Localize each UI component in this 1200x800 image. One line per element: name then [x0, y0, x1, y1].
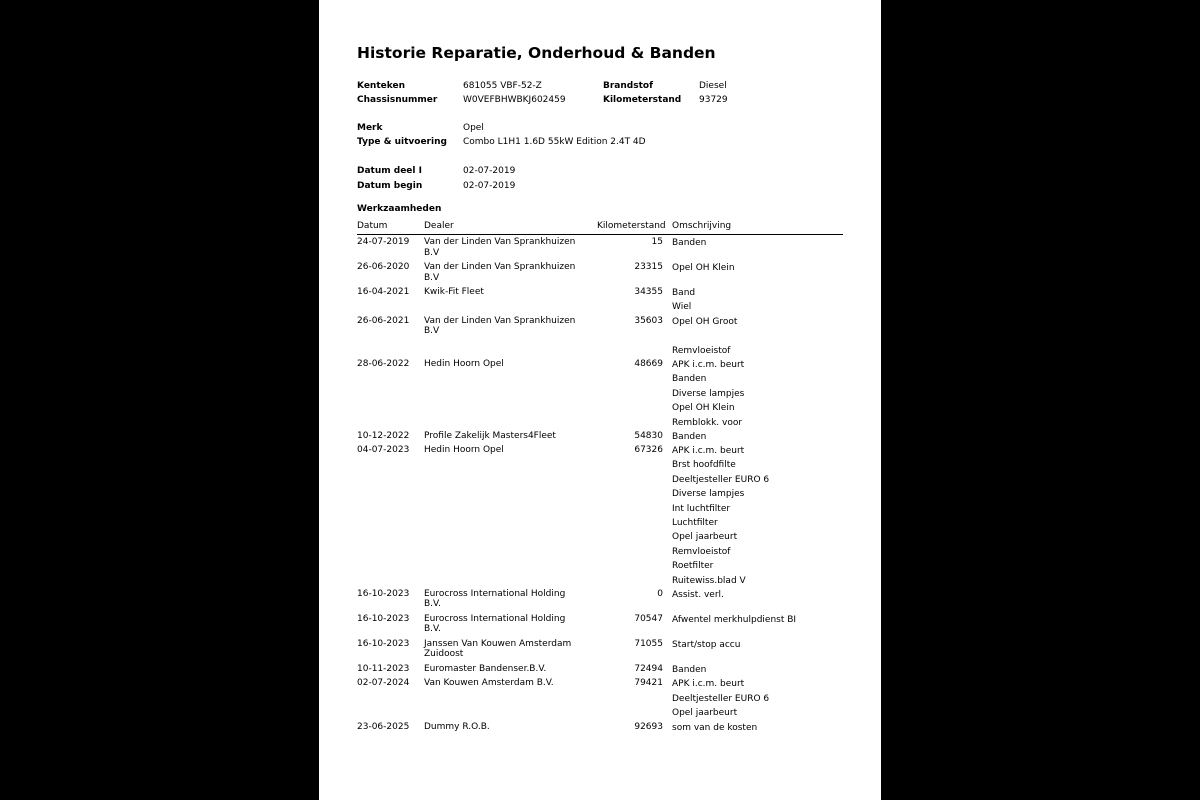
- row-kilometerstand: 72494: [634, 663, 663, 674]
- row-kilometerstand: 67326: [634, 444, 663, 455]
- omschrijving-item: Deeltjesteller EURO 6: [672, 693, 770, 704]
- omschrijving-item: Opel jaarbeurt: [672, 708, 738, 719]
- table-row: [357, 664, 843, 679]
- werkzaamheden-table: [357, 221, 843, 747]
- datum-deel-value: 02-07-2019: [463, 166, 516, 176]
- row-kilometerstand: 71055: [634, 638, 663, 649]
- row-dealer: Eurocross International Holding B.V.: [424, 588, 566, 610]
- type-label: Type & uitvoering: [357, 137, 447, 147]
- row-date: 16-04-2021: [357, 287, 410, 297]
- omschrijving-item: Assist. verl.: [672, 589, 724, 600]
- omschrijving-item: Remvloeistof: [672, 345, 731, 356]
- row-date: 26-06-2020: [357, 262, 410, 272]
- omschrijving-item: Diverse lampjes: [672, 489, 745, 500]
- datum-begin-label: Datum begin: [357, 181, 423, 191]
- table-row: [357, 639, 843, 664]
- row-omschrijving: [672, 316, 737, 359]
- row-dealer: Van Kouwen Amsterdam B.V.: [424, 678, 554, 689]
- table-header: [357, 221, 843, 235]
- row-kilometerstand: 0: [657, 588, 663, 599]
- row-kilometerstand: 79421: [634, 678, 663, 689]
- row-dealer: Hedin Hoorn Opel: [424, 358, 504, 369]
- row-omschrijving: [672, 614, 796, 628]
- row-omschrijving: [672, 445, 769, 589]
- merk-value: Opel: [463, 123, 484, 133]
- row-kilometerstand: 48669: [634, 358, 663, 369]
- row-dealer: Dummy R.O.B.: [424, 721, 490, 732]
- row-kilometerstand: 23315: [634, 262, 663, 272]
- row-dealer: Hedin Hoorn Opel: [424, 444, 504, 455]
- row-dealer: Van der Linden Van Sprankhuizen B.V: [424, 237, 576, 258]
- table-row: [357, 678, 843, 721]
- omschrijving-item: som van de kosten: [672, 722, 758, 733]
- row-omschrijving: [672, 359, 744, 431]
- col-kilometerstand-header: Kilometerstand: [597, 221, 666, 231]
- row-omschrijving: [672, 431, 706, 445]
- omschrijving-item: Deeltjesteller EURO 6: [672, 474, 770, 485]
- chassis-label: Chassisnummer: [357, 95, 438, 105]
- omschrijving-item: Start/stop accu: [672, 639, 741, 650]
- row-date: 26-06-2021: [357, 315, 410, 326]
- omschrijving-item: Wiel: [672, 302, 692, 313]
- omschrijving-item: Remvloeistof: [672, 546, 731, 557]
- row-omschrijving: [672, 678, 769, 721]
- table-row: [357, 614, 843, 639]
- row-omschrijving: [672, 722, 757, 736]
- row-date: 24-07-2019: [357, 237, 410, 247]
- omschrijving-item: Banden: [672, 664, 707, 675]
- col-datum-header: Datum: [357, 221, 388, 231]
- omschrijving-item: APK i.c.m. beurt: [672, 359, 745, 370]
- row-kilometerstand: 34355: [634, 287, 663, 297]
- omschrijving-item: Band: [672, 288, 696, 298]
- row-date: 16-10-2023: [357, 588, 410, 599]
- table-row: [357, 316, 843, 359]
- omschrijving-item: Afwentel merkhulpdienst BI: [672, 614, 797, 625]
- row-omschrijving: [672, 664, 706, 678]
- col-omschrijving-header: Omschrijving: [672, 221, 732, 231]
- datum-begin-value: 02-07-2019: [463, 181, 516, 191]
- omschrijving-item: Banden: [672, 374, 707, 385]
- table-row: [357, 431, 843, 445]
- table-row: [357, 359, 843, 431]
- col-dealer-header: Dealer: [424, 221, 454, 231]
- table-row: [357, 589, 843, 614]
- omschrijving-item: Brst hoofdfilte: [672, 460, 736, 471]
- omschrijving-item: Banden: [672, 238, 707, 248]
- omschrijving-item: Roetfilter: [672, 561, 714, 572]
- row-dealer: Profile Zakelijk Masters4Fleet: [424, 430, 556, 441]
- werkzaamheden-heading: Werkzaamheden: [357, 204, 442, 214]
- document-title: Historie Reparatie, Onderhoud & Banden: [357, 44, 716, 62]
- row-date: 10-12-2022: [357, 430, 410, 441]
- omschrijving-item: Diverse lampjes: [672, 388, 745, 399]
- omschrijving-item: Banden: [672, 431, 707, 442]
- row-omschrijving: [672, 262, 735, 276]
- table-row: [357, 445, 843, 589]
- kilometerstand-value: 93729: [699, 95, 728, 105]
- row-dealer: Van der Linden Van Sprankhuizen B.V: [424, 315, 576, 337]
- row-omschrijving: [672, 639, 740, 653]
- row-date: 16-10-2023: [357, 613, 410, 624]
- kenteken-label: Kenteken: [357, 81, 405, 91]
- row-kilometerstand: 35603: [634, 315, 663, 326]
- table-row: [357, 722, 843, 747]
- row-omschrijving: [672, 287, 695, 316]
- row-date: 02-07-2024: [357, 678, 410, 689]
- omschrijving-item: Luchtfilter: [672, 517, 718, 528]
- row-date: 23-06-2025: [357, 721, 410, 732]
- row-date: 10-11-2023: [357, 663, 410, 674]
- omschrijving-item: Opel OH Groot: [672, 316, 738, 327]
- table-body: [357, 235, 843, 747]
- row-omschrijving: [672, 589, 724, 603]
- omschrijving-item: [672, 330, 737, 344]
- omschrijving-item: Opel jaarbeurt: [672, 532, 738, 543]
- omschrijving-item: Ruitewiss.blad V: [672, 575, 746, 586]
- row-date: 04-07-2023: [357, 444, 410, 455]
- row-dealer: Euromaster Bandenser.B.V.: [424, 663, 547, 674]
- table-row: [357, 237, 843, 262]
- omschrijving-item: Int luchtfilter: [672, 503, 731, 514]
- row-omschrijving: [672, 237, 706, 251]
- brandstof-label: Brandstof: [603, 81, 653, 91]
- row-dealer: Eurocross International Holding B.V.: [424, 613, 566, 635]
- table-row: [357, 262, 843, 287]
- document-page: [319, 0, 881, 800]
- row-kilometerstand: 54830: [634, 430, 663, 441]
- row-date: 28-06-2022: [357, 358, 410, 369]
- row-kilometerstand: 92693: [634, 721, 663, 732]
- row-kilometerstand: 15: [651, 237, 663, 247]
- kilometerstand-label: Kilometerstand: [603, 95, 682, 105]
- row-dealer: Van der Linden Van Sprankhuizen B.V: [424, 262, 576, 283]
- omschrijving-item: Opel OH Klein: [672, 403, 735, 414]
- omschrijving-item: Remblokk. voor: [672, 417, 743, 428]
- datum-deel-label: Datum deel I: [357, 166, 422, 176]
- omschrijving-item: APK i.c.m. beurt: [672, 679, 745, 690]
- row-date: 16-10-2023: [357, 638, 410, 649]
- type-value: Combo L1H1 1.6D 55kW Edition 2.4T 4D: [463, 137, 646, 147]
- row-dealer: Janssen Van Kouwen Amsterdam Zuidoost: [424, 638, 572, 660]
- table-row: [357, 287, 843, 316]
- omschrijving-item: Opel OH Klein: [672, 263, 735, 273]
- merk-label: Merk: [357, 123, 383, 133]
- brandstof-value: Diesel: [699, 81, 727, 91]
- row-dealer: Kwik-Fit Fleet: [424, 287, 484, 297]
- chassis-value: W0VEFBHWBKJ602459: [463, 95, 566, 105]
- kenteken-value: 681055 VBF-52-Z: [463, 81, 542, 91]
- row-kilometerstand: 70547: [634, 613, 663, 624]
- omschrijving-item: APK i.c.m. beurt: [672, 445, 745, 456]
